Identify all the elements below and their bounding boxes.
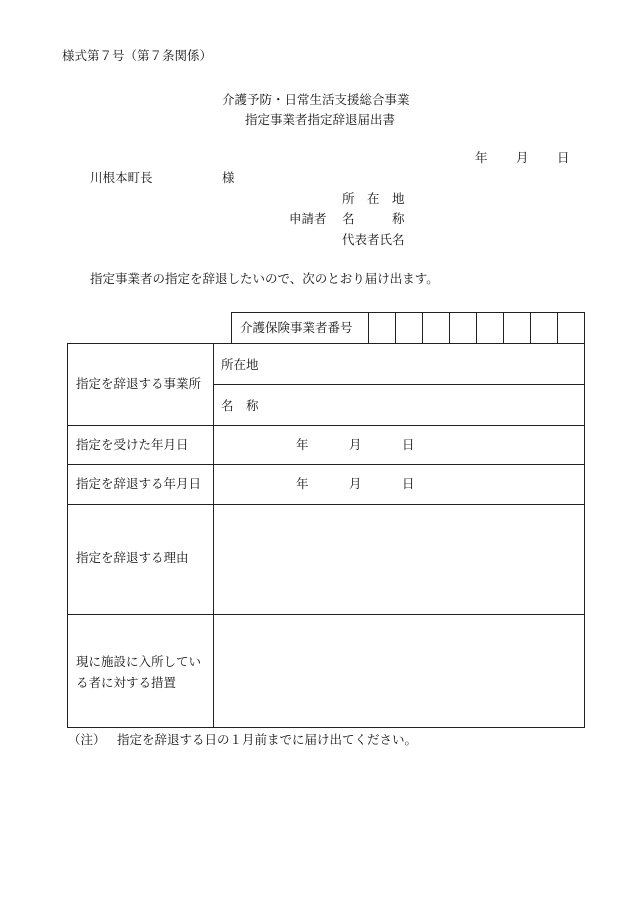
reason-value-cell[interactable] <box>214 505 584 614</box>
statement-text: 指定事業者の指定を辞退したいので、次のとおり届け出ます。 <box>90 271 439 286</box>
applicant-address-label: 所 在 地 <box>342 191 405 206</box>
insurance-number-digit-5[interactable] <box>477 313 504 343</box>
insurance-number-digit-7[interactable] <box>531 313 558 343</box>
addressee-honorific: 様 <box>222 170 235 185</box>
insurance-number-digit-4[interactable] <box>450 313 477 343</box>
office-label-cell <box>68 344 213 425</box>
measures-label-line-2: る者に対する措置 <box>76 675 177 690</box>
insurance-number-label: 介護保険事業者番号 <box>240 320 353 335</box>
addressee-name: 川根本町長 <box>90 170 153 185</box>
form-number: 様式第７号（第７条関係） <box>62 48 213 63</box>
measures-label-line-1: 現に施設に入所してい <box>76 654 202 669</box>
date-month-label: 月 <box>516 150 529 165</box>
designated-date-year: 年 <box>296 437 309 452</box>
insurance-number-label-cell <box>231 312 368 344</box>
insurance-number-digit-1[interactable] <box>369 313 396 343</box>
note-marker: （注） <box>68 732 106 747</box>
withdrawal-date-day: 日 <box>402 476 415 491</box>
office-address-label: 所在地 <box>221 357 259 372</box>
note-text: 指定を辞退する日の１月前までに届け出てください。 <box>117 732 418 747</box>
date-year-label: 年 <box>475 150 488 165</box>
date-day-label: 日 <box>557 150 570 165</box>
withdrawal-date-label: 指定を辞退する年月日 <box>76 476 202 491</box>
insurance-number-digit-2[interactable] <box>396 313 423 343</box>
title-line-1: 介護予防・日常生活支援総合事業 <box>222 92 410 107</box>
designated-date-value-cell[interactable] <box>214 426 584 464</box>
designated-date-month: 月 <box>349 437 362 452</box>
main-table <box>67 343 585 728</box>
office-address-cell[interactable] <box>214 344 584 385</box>
insurance-number-digits <box>368 312 585 344</box>
applicant-representative-label: 代表者氏名 <box>342 232 405 247</box>
office-label: 指定を辞退する事業所 <box>76 376 202 391</box>
applicant-label: 申請者 <box>289 211 327 226</box>
insurance-number-digit-8[interactable] <box>558 313 584 343</box>
measures-label-cell <box>68 615 213 727</box>
designated-date-label-cell <box>68 426 213 464</box>
applicant-name-label: 名 称 <box>342 211 405 226</box>
designated-date-label: 指定を受けた年月日 <box>76 437 189 452</box>
withdrawal-date-month: 月 <box>349 476 362 491</box>
measures-value-cell[interactable] <box>214 615 584 727</box>
withdrawal-date-label-cell <box>68 465 213 504</box>
designated-date-day: 日 <box>402 437 415 452</box>
reason-label-cell <box>68 505 213 614</box>
reason-label: 指定を辞退する理由 <box>76 550 189 565</box>
withdrawal-date-year: 年 <box>296 476 309 491</box>
office-name-cell[interactable] <box>214 385 584 425</box>
insurance-number-digit-3[interactable] <box>423 313 450 343</box>
insurance-number-digit-6[interactable] <box>504 313 531 343</box>
office-name-label: 名 称 <box>221 398 259 413</box>
title-line-2: 指定事業者指定辞退届出書 <box>245 112 396 127</box>
withdrawal-date-value-cell[interactable] <box>214 465 584 504</box>
